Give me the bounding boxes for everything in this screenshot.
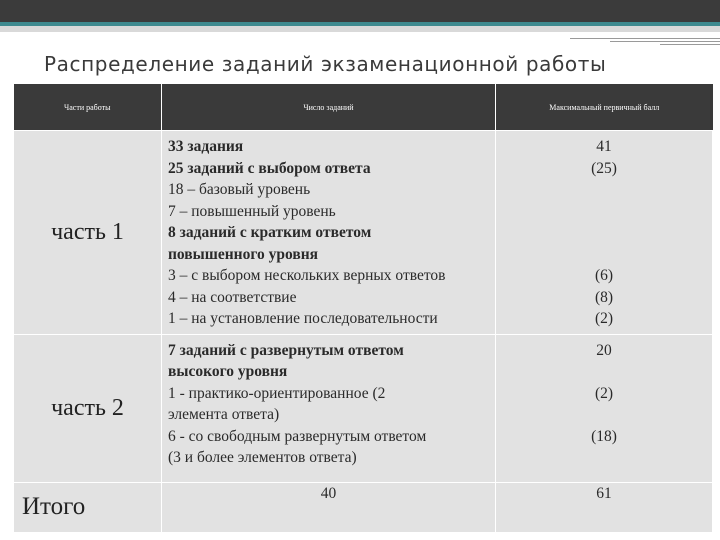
part2-line: 6 - со свободным развернутым ответом <box>168 427 427 445</box>
total-name: Итого <box>22 493 86 520</box>
part2-tasks-cell <box>162 334 496 482</box>
part1-point <box>496 201 712 223</box>
part1-line: 4 – на соответствие <box>168 288 297 306</box>
part1-name: часть 1 <box>51 218 124 245</box>
header-task-count: Число заданий <box>162 84 496 131</box>
part1-point: (25) <box>591 159 617 177</box>
part2-name: часть 2 <box>51 394 124 421</box>
part2-point: (18) <box>591 427 617 445</box>
part1-line: 25 заданий с выбором ответа <box>168 159 371 177</box>
part1-point: (8) <box>594 288 614 306</box>
top-light-band <box>0 26 720 32</box>
top-dark-band <box>0 0 720 22</box>
part1-point <box>496 179 712 201</box>
decorative-lines <box>520 36 720 48</box>
part2-points-cell <box>496 334 713 482</box>
part1-name-cell <box>14 131 162 335</box>
part2-point <box>496 361 712 383</box>
table-row-part1 <box>14 131 713 335</box>
total-points: 61 <box>596 484 612 502</box>
part1-tasks-cell <box>162 131 496 335</box>
part1-point <box>496 222 712 244</box>
slide-title: Распределение заданий экзаменационной работы <box>44 52 607 76</box>
part2-line: 7 заданий с развернутым ответом <box>168 341 404 359</box>
part2-line: (3 и более элементов ответа) <box>168 449 357 466</box>
exam-distribution-table <box>13 84 713 533</box>
table-row-total <box>14 482 713 532</box>
part2-point: (2) <box>594 384 614 402</box>
header-max-score: Максимальный первичный балл <box>496 84 713 131</box>
total-name-cell <box>14 482 162 532</box>
part1-line: 8 заданий с кратким ответом <box>168 224 372 241</box>
table-header-row <box>14 84 713 131</box>
part2-point <box>496 404 712 426</box>
total-points-cell <box>496 482 713 532</box>
part1-point: (6) <box>594 267 614 284</box>
part1-point <box>496 244 712 266</box>
part2-line: 1 - практико-ориентированное (2 <box>168 384 386 402</box>
table-row-part2 <box>14 334 713 482</box>
part1-point: (2) <box>594 310 614 327</box>
header-parts: Части работы <box>14 84 162 131</box>
part2-point <box>496 447 712 469</box>
part1-line: 18 – базовый уровень <box>168 181 311 198</box>
part2-point: 20 <box>596 341 612 359</box>
part1-point: 41 <box>596 138 612 155</box>
part1-line: 33 задания <box>168 138 244 155</box>
part2-name-cell <box>14 334 162 482</box>
total-tasks-cell <box>162 482 496 532</box>
part2-line: элемента ответа) <box>168 406 280 423</box>
part1-line: повышенного уровня <box>168 245 319 263</box>
part1-line: 3 – с выбором нескольких верных ответов <box>168 267 446 284</box>
part1-line: 1 – на установление последовательности <box>168 310 438 327</box>
part2-line: высокого уровня <box>168 363 288 380</box>
total-tasks: 40 <box>320 484 337 502</box>
part1-line: 7 – повышенный уровень <box>168 202 336 220</box>
part1-points-cell <box>496 131 713 335</box>
